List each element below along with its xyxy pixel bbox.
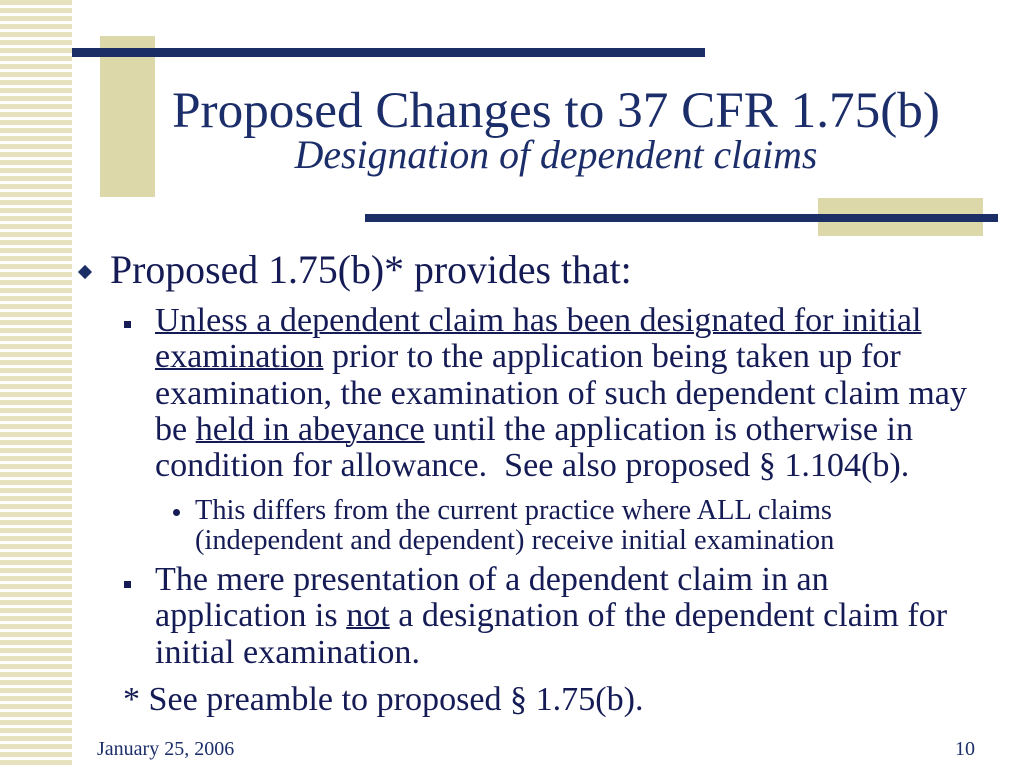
text-line bbox=[155, 412, 967, 448]
text-line: (independent and dependent) receive initial examination bbox=[195, 525, 835, 556]
top-accent-bar bbox=[72, 48, 705, 57]
footnote: * See preamble to proposed § 1.75(b). bbox=[123, 681, 644, 718]
text-line bbox=[155, 339, 967, 375]
bullet-item-dependent-claim-designation bbox=[124, 303, 984, 563]
text-line bbox=[155, 635, 947, 671]
underlined-text: not bbox=[346, 597, 390, 635]
diamond-bullet-icon bbox=[78, 265, 92, 279]
text-line bbox=[155, 598, 947, 634]
sub-bullet-text bbox=[195, 496, 834, 556]
square-bullet-icon bbox=[124, 581, 131, 588]
text-run: prior to the application being taken up for bbox=[323, 338, 901, 376]
text-line bbox=[155, 303, 967, 339]
text-run: a designation of the dependent claim for bbox=[389, 597, 948, 635]
slide-subtitle: Designation of dependent claims bbox=[294, 133, 818, 177]
bullet-item-level1 bbox=[78, 248, 638, 292]
text-run: condition for allowance. See also proposed § 1.104(b). bbox=[155, 447, 910, 484]
text-line bbox=[155, 376, 967, 412]
bullet-text: Proposed 1.75(b)* provides that: bbox=[110, 248, 632, 292]
title-divider-bar bbox=[365, 214, 998, 222]
footer-date: January 25, 2006 bbox=[97, 738, 235, 760]
text-run: application is bbox=[155, 597, 347, 635]
text-run: examination, the examination of such dependent claim may bbox=[155, 374, 967, 412]
underlined-text: held in abeyance bbox=[195, 410, 425, 448]
left-stripe-band bbox=[0, 0, 72, 768]
bullet-text bbox=[155, 562, 947, 671]
underlined-text: examination bbox=[155, 338, 324, 376]
round-bullet-icon bbox=[173, 509, 180, 516]
square-bullet-icon bbox=[124, 321, 131, 328]
text-run: initial examination. bbox=[155, 633, 420, 671]
slide-title: Proposed Changes to 37 CFR 1.75(b) bbox=[172, 82, 940, 139]
sub-bullet-item bbox=[172, 496, 872, 558]
text-line bbox=[155, 562, 947, 598]
underlined-text: Unless a dependent claim has been designated for initial bbox=[155, 302, 922, 339]
bullet-item-mere-presentation bbox=[124, 562, 984, 674]
text-run: The mere presentation of a dependent claim in an bbox=[155, 561, 829, 598]
bullet-text bbox=[155, 303, 967, 484]
text-line: This differs from the current practice where ALL claims bbox=[195, 495, 832, 526]
text-run: until the application is otherwise in bbox=[424, 410, 914, 448]
slide-number: 10 bbox=[955, 738, 975, 760]
text-line bbox=[155, 448, 967, 484]
text-run: be bbox=[155, 410, 196, 448]
